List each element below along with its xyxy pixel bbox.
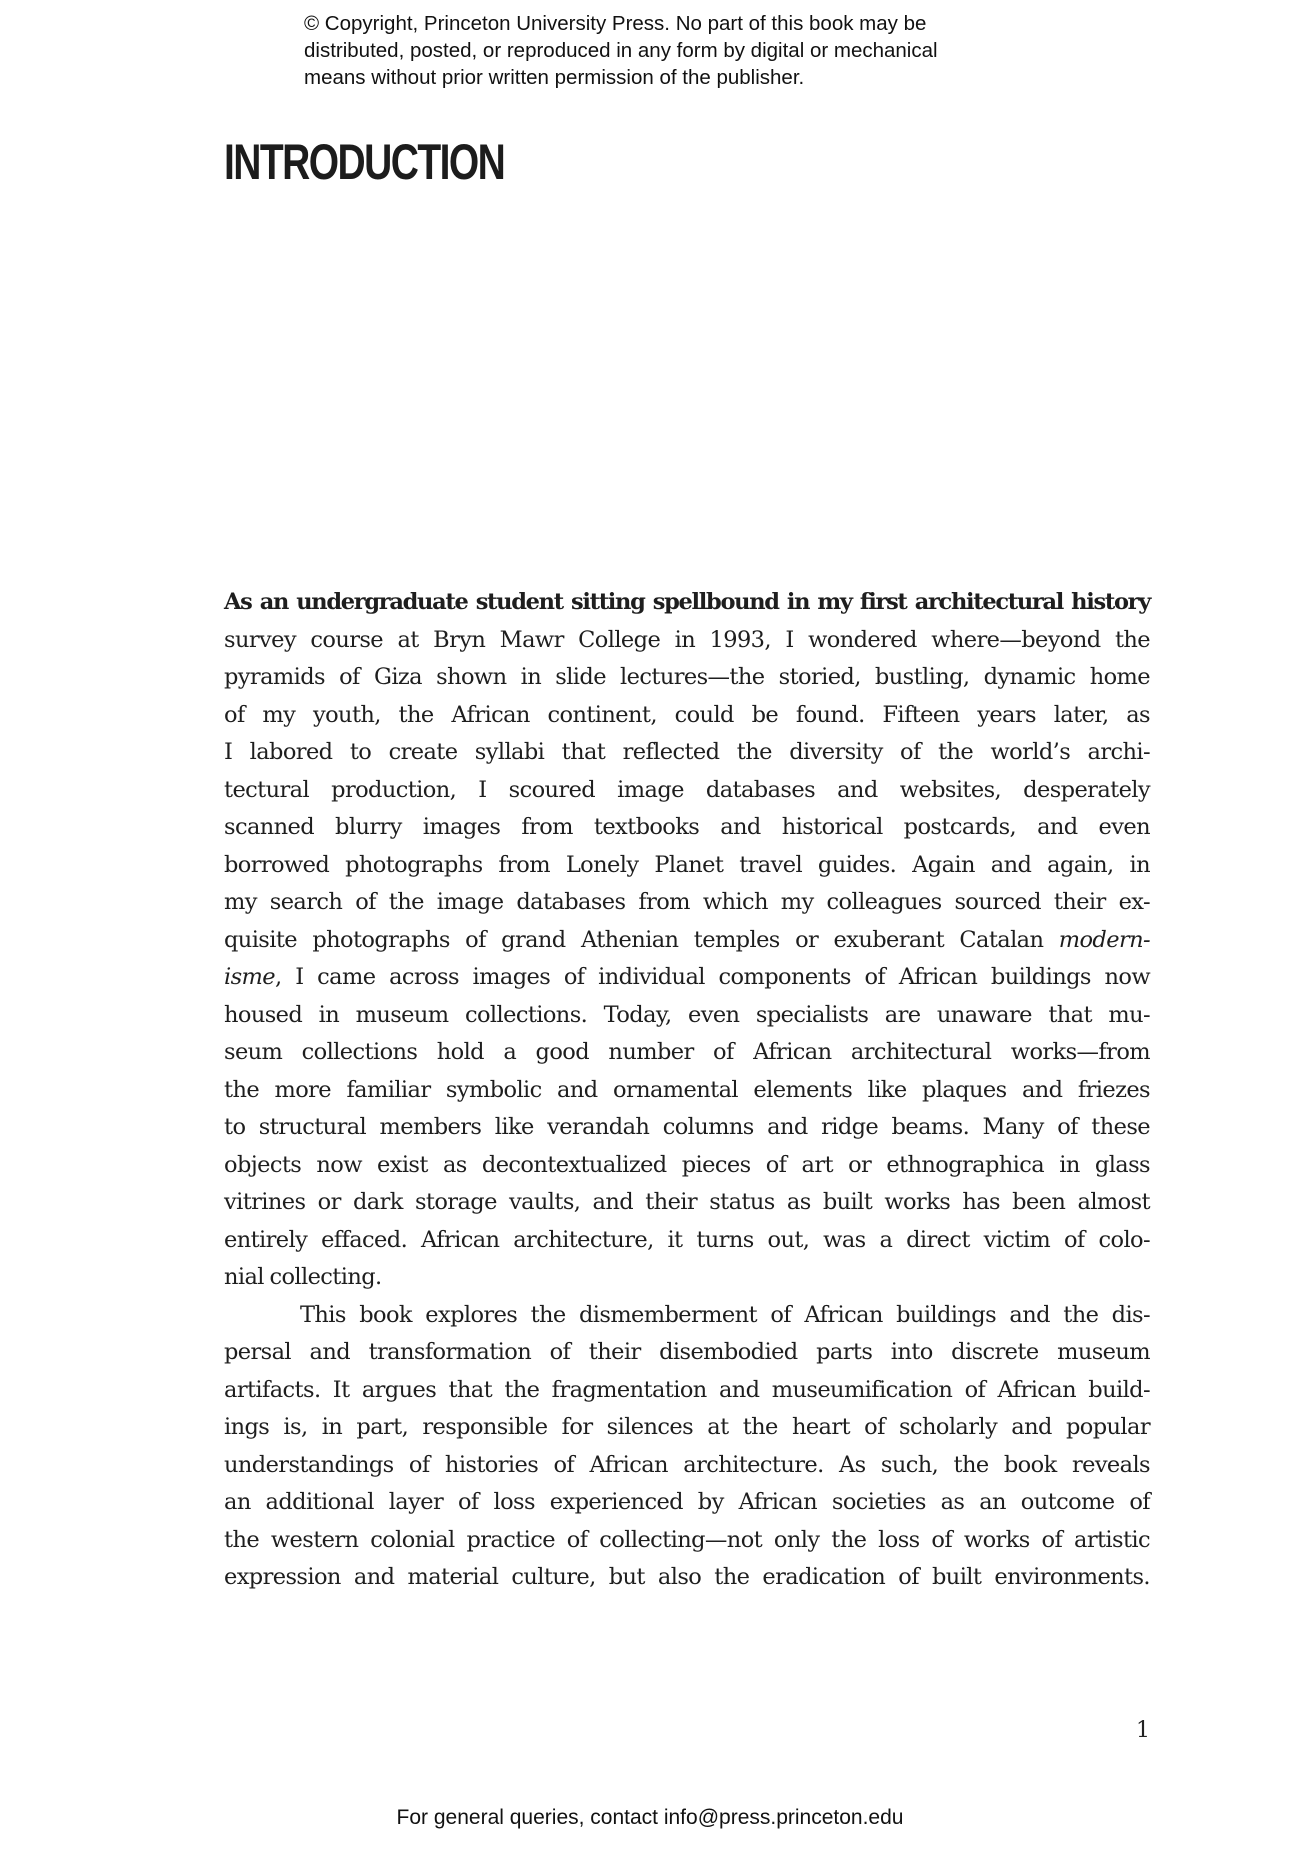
copyright-line: © Copyright, Princeton University Press. No part of this book may be [304, 12, 927, 35]
lead-in-line: As an undergraduate student sitting spellbound in my first architectural history [224, 589, 1150, 615]
text-segment: , I came across images of individual components of African buildings now [275, 964, 1150, 990]
text-line: expression and material culture, but also the eradication of built environments. [224, 1564, 1150, 1590]
text-line: borrowed photographs from Lonely Planet travel guides. Again and again, in [224, 851, 1150, 878]
text-line: vitrines or dark storage vaults, and their status as built works has been almost [224, 1189, 1150, 1215]
text-line: persal and transformation of their disembodied parts into discrete museum [224, 1339, 1150, 1365]
text-line: objects now exist as decontextualized pieces of art or ethnographica in glass [224, 1151, 1150, 1178]
text-line: tectural production, I scoured image databases and websites, desperately [224, 776, 1150, 803]
text-line: entirely effaced. African architecture, it turns out, was a direct victim of colo- [224, 1226, 1150, 1253]
text-line: scanned blurry images from textbooks and historical postcards, and even [224, 814, 1150, 840]
text-line: pyramids of Giza shown in slide lectures—the storied, bustling, dynamic home [224, 664, 1150, 690]
text-segment: quisite photographs of grand Athenian temples or exuberant Catalan [224, 926, 1059, 953]
italic-term: modern- [1058, 926, 1150, 953]
text-line: This book explores the dismemberment of African buildings and the dis- [300, 1301, 1150, 1328]
body-text [224, 584, 1150, 1597]
text-line: the more familiar symbolic and ornamental elements like plaques and friezes [224, 1076, 1150, 1103]
text-line: understandings of histories of African architecture. As such, the book reveals [224, 1451, 1150, 1478]
text-line: seum collections hold a good number of African architectural works—from [224, 1039, 1150, 1065]
text-line: of my youth, the African continent, could be found. Fifteen years later, as [224, 701, 1150, 728]
paragraph-1 [224, 584, 1150, 1297]
text-line: to structural members like verandah columns and ridge beams. Many of these [224, 1114, 1150, 1140]
footer-contact: For general queries, contact info@press.princeton.edu [396, 1806, 904, 1829]
chapter-title: INTRODUCTION [224, 134, 505, 190]
italic-term: isme [224, 964, 275, 990]
text-line: artifacts. It argues that the fragmentation and museumification of African build- [224, 1376, 1150, 1403]
text-line: ings is, in part, responsible for silences at the heart of scholarly and popular [224, 1414, 1150, 1440]
paragraph-2 [224, 1297, 1150, 1597]
text-line: I labored to create syllabi that reflected the diversity of the world’s archi- [224, 739, 1150, 765]
text-line: my search of the image databases from which my colleagues sourced their ex- [224, 889, 1150, 915]
copyright-line: means without prior written permission of the publisher. [304, 66, 805, 89]
copyright-notice [304, 10, 1024, 91]
text-line: survey course at Bryn Mawr College in 1993, I wondered where—beyond the [224, 626, 1150, 653]
text-line: housed in museum collections. Today, even specialists are unaware that mu- [224, 1001, 1150, 1028]
text-line [224, 922, 1150, 960]
text-line: nial collecting. [224, 1264, 382, 1290]
text-line: an additional layer of loss experienced by African societies as an outcome of [224, 1489, 1150, 1515]
text-line: the western colonial practice of collecting—not only the loss of works of artistic [224, 1526, 1150, 1553]
copyright-line: distributed, posted, or reproduced in any form by digital or mechanical [304, 39, 938, 62]
page-number: 1 [1136, 1718, 1150, 1743]
text-line [224, 959, 1150, 997]
